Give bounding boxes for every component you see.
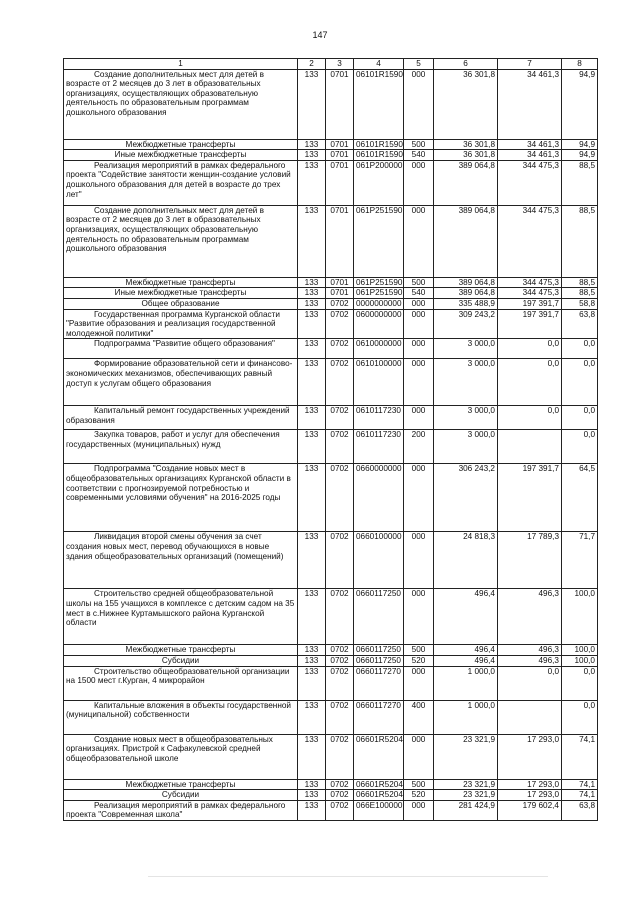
ministry-code-cell: 133	[298, 430, 326, 464]
table-row	[64, 150, 598, 161]
table-row	[64, 655, 598, 666]
actual-amount-cell	[498, 700, 562, 734]
actual-amount-cell: 34 461,3	[498, 139, 562, 150]
expense-type-cell: 000	[404, 205, 434, 277]
ministry-code-cell: 133	[298, 339, 326, 359]
actual-amount-cell: 344 475,3	[498, 205, 562, 277]
table-row	[64, 205, 598, 277]
row-name-cell: Создание дополнительных мест для детей в возрасте от 2 месяцев до 3 лет в образовательных организациях, осуществляющих образовательную деятельность по образовательным программам дошкольного образования	[64, 69, 298, 139]
plan-amount-cell: 3 000,0	[434, 430, 498, 464]
ministry-code-cell: 133	[298, 734, 326, 779]
percent-cell: 58,8	[562, 298, 598, 309]
header-cell: 1	[64, 59, 298, 70]
row-name-cell: Межбюджетные трансферты	[64, 645, 298, 656]
header-cell: 6	[434, 59, 498, 70]
section-code-cell: 0702	[326, 430, 354, 464]
plan-amount-cell: 36 301,8	[434, 150, 498, 161]
actual-amount-cell: 17 293,0	[498, 779, 562, 790]
percent-cell: 63,8	[562, 800, 598, 820]
header-cell: 5	[404, 59, 434, 70]
plan-amount-cell: 496,4	[434, 655, 498, 666]
expense-type-cell: 540	[404, 288, 434, 299]
table-row	[64, 589, 598, 645]
ministry-code-cell: 133	[298, 309, 326, 339]
header-cell: 7	[498, 59, 562, 70]
percent-cell: 88,5	[562, 160, 598, 205]
expense-type-cell: 500	[404, 645, 434, 656]
target-article-cell: 0610117230	[354, 430, 404, 464]
expense-type-cell: 200	[404, 430, 434, 464]
plan-amount-cell: 3 000,0	[434, 339, 498, 359]
table-row	[64, 779, 598, 790]
section-code-cell: 0702	[326, 655, 354, 666]
percent-cell: 94,9	[562, 150, 598, 161]
table-row	[64, 359, 598, 406]
row-name-cell: Иные межбюджетные трансферты	[64, 288, 298, 299]
section-code-cell: 0701	[326, 160, 354, 205]
target-article-cell: 0660117250	[354, 645, 404, 656]
actual-amount-cell: 17 293,0	[498, 734, 562, 779]
expense-type-cell: 520	[404, 790, 434, 801]
actual-amount-cell: 344 475,3	[498, 277, 562, 288]
table-row	[64, 430, 598, 464]
ministry-code-cell: 133	[298, 205, 326, 277]
row-name-cell: Государственная программа Курганской области "Развитие образования и реализация государственной молодежной политики"	[64, 309, 298, 339]
percent-cell: 63,8	[562, 309, 598, 339]
target-article-cell: 0610000000	[354, 339, 404, 359]
actual-amount-cell: 197 391,7	[498, 309, 562, 339]
row-name-cell: Капитальные вложения в объекты государственной (муниципальной) собственности	[64, 700, 298, 734]
plan-amount-cell: 389 064,8	[434, 160, 498, 205]
percent-cell: 74,1	[562, 790, 598, 801]
expense-type-cell: 000	[404, 69, 434, 139]
percent-cell: 0,0	[562, 430, 598, 464]
plan-amount-cell: 23 321,9	[434, 734, 498, 779]
actual-amount-cell: 0,0	[498, 359, 562, 406]
target-article-cell: 06101R1590	[354, 139, 404, 150]
table-row	[64, 790, 598, 801]
ministry-code-cell: 133	[298, 277, 326, 288]
percent-cell: 0,0	[562, 666, 598, 700]
table-row	[64, 288, 598, 299]
percent-cell: 0,0	[562, 700, 598, 734]
expense-type-cell: 000	[404, 589, 434, 645]
plan-amount-cell: 36 301,8	[434, 69, 498, 139]
table-row	[64, 532, 598, 589]
actual-amount-cell: 0,0	[498, 406, 562, 430]
expense-type-cell: 000	[404, 309, 434, 339]
ministry-code-cell: 133	[298, 298, 326, 309]
actual-amount-cell	[498, 430, 562, 464]
section-code-cell: 0702	[326, 359, 354, 406]
expense-type-cell: 000	[404, 666, 434, 700]
plan-amount-cell: 309 243,2	[434, 309, 498, 339]
row-name-cell: Капитальный ремонт государственных учреждений образования	[64, 406, 298, 430]
table-row	[64, 734, 598, 779]
row-name-cell: Ликвидация второй смены обучения за счет создания новых мест, перевод обучающихся в новые здания общеобразовательных организаций (помещений)	[64, 532, 298, 589]
row-name-cell: Строительство общеобразовательной организации на 1500 мест г.Курган, 4 микрорайон	[64, 666, 298, 700]
target-article-cell: 0600000000	[354, 309, 404, 339]
percent-cell: 100,0	[562, 645, 598, 656]
table-row	[64, 139, 598, 150]
expense-type-cell: 000	[404, 464, 434, 532]
header-cell: 8	[562, 59, 598, 70]
expense-type-cell: 000	[404, 800, 434, 820]
table-row	[64, 339, 598, 359]
row-name-cell: Иные межбюджетные трансферты	[64, 150, 298, 161]
plan-amount-cell: 389 064,8	[434, 277, 498, 288]
ministry-code-cell: 133	[298, 160, 326, 205]
row-name-cell: Подпрограмма "Развитие общего образования"	[64, 339, 298, 359]
section-code-cell: 0701	[326, 69, 354, 139]
table-row	[64, 277, 598, 288]
table-header-row	[64, 59, 598, 70]
expense-type-cell: 000	[404, 160, 434, 205]
actual-amount-cell: 34 461,3	[498, 150, 562, 161]
target-article-cell: 061P251590	[354, 277, 404, 288]
ministry-code-cell: 133	[298, 700, 326, 734]
page-number: 147	[312, 30, 328, 40]
target-article-cell: 0610100000	[354, 359, 404, 406]
target-article-cell: 06601R5204	[354, 779, 404, 790]
percent-cell: 94,9	[562, 139, 598, 150]
actual-amount-cell: 496,3	[498, 589, 562, 645]
section-code-cell: 0702	[326, 532, 354, 589]
percent-cell: 88,5	[562, 205, 598, 277]
percent-cell: 74,1	[562, 779, 598, 790]
section-code-cell: 0702	[326, 645, 354, 656]
percent-cell: 100,0	[562, 655, 598, 666]
row-name-cell: Строительство средней общеобразовательной школы на 155 учащихся в комплексе с детским садом на 35 мест в с.Нижнее Куртамышского района Курганской области	[64, 589, 298, 645]
expense-type-cell: 000	[404, 532, 434, 589]
plan-amount-cell: 496,4	[434, 589, 498, 645]
expense-type-cell: 500	[404, 277, 434, 288]
table-row	[64, 800, 598, 820]
expense-type-cell: 000	[404, 359, 434, 406]
ministry-code-cell: 133	[298, 406, 326, 430]
actual-amount-cell: 179 602,4	[498, 800, 562, 820]
row-name-cell: Закупка товаров, работ и услуг для обеспечения государственных (муниципальных) нужд	[64, 430, 298, 464]
target-article-cell: 0660117250	[354, 589, 404, 645]
row-name-cell: Создание дополнительных мест для детей в возрасте от 2 месяцев до 3 лет в образовательных организациях, осуществляющих образовательную деятельность по образовательным программам дошкольного образования	[64, 205, 298, 277]
target-article-cell: 0660000000	[354, 464, 404, 532]
ministry-code-cell: 133	[298, 69, 326, 139]
actual-amount-cell: 344 475,3	[498, 288, 562, 299]
section-code-cell: 0702	[326, 589, 354, 645]
section-code-cell: 0702	[326, 734, 354, 779]
table-row	[64, 666, 598, 700]
table-row	[64, 464, 598, 532]
plan-amount-cell: 23 321,9	[434, 779, 498, 790]
expense-type-cell: 400	[404, 700, 434, 734]
expense-type-cell: 520	[404, 655, 434, 666]
actual-amount-cell: 34 461,3	[498, 69, 562, 139]
header-cell: 3	[326, 59, 354, 70]
actual-amount-cell: 17 789,3	[498, 532, 562, 589]
section-code-cell: 0702	[326, 464, 354, 532]
table-row	[64, 160, 598, 205]
section-code-cell: 0701	[326, 277, 354, 288]
section-code-cell: 0702	[326, 298, 354, 309]
percent-cell: 94,9	[562, 69, 598, 139]
plan-amount-cell: 1 000,0	[434, 666, 498, 700]
row-name-cell: Подпрограмма "Создание новых мест в общеобразовательных организациях Курганской области в соответствии с прогнозируемой потребностью и современными условиями обучения" на 2016-2025 годы	[64, 464, 298, 532]
target-article-cell: 0660117250	[354, 655, 404, 666]
target-article-cell: 0660117270	[354, 700, 404, 734]
ministry-code-cell: 133	[298, 589, 326, 645]
table-row	[64, 298, 598, 309]
target-article-cell: 0610117230	[354, 406, 404, 430]
expense-type-cell: 500	[404, 139, 434, 150]
percent-cell: 0,0	[562, 406, 598, 430]
section-code-cell: 0702	[326, 666, 354, 700]
section-code-cell: 0702	[326, 790, 354, 801]
section-code-cell: 0702	[326, 406, 354, 430]
percent-cell: 74,1	[562, 734, 598, 779]
actual-amount-cell: 496,3	[498, 655, 562, 666]
row-name-cell: Субсидии	[64, 655, 298, 666]
target-article-cell: 0000000000	[354, 298, 404, 309]
ministry-code-cell: 133	[298, 139, 326, 150]
ministry-code-cell: 133	[298, 790, 326, 801]
ministry-code-cell: 133	[298, 464, 326, 532]
plan-amount-cell: 23 321,9	[434, 790, 498, 801]
target-article-cell: 06601R5204	[354, 734, 404, 779]
actual-amount-cell: 0,0	[498, 666, 562, 700]
budget-table	[63, 58, 598, 821]
section-code-cell: 0702	[326, 700, 354, 734]
target-article-cell: 061P251590	[354, 205, 404, 277]
header-cell: 2	[298, 59, 326, 70]
percent-cell: 100,0	[562, 589, 598, 645]
section-code-cell: 0701	[326, 150, 354, 161]
actual-amount-cell: 496,3	[498, 645, 562, 656]
section-code-cell: 0702	[326, 339, 354, 359]
expense-type-cell: 000	[404, 298, 434, 309]
percent-cell: 88,5	[562, 277, 598, 288]
table-row	[64, 700, 598, 734]
ministry-code-cell: 133	[298, 666, 326, 700]
row-name-cell: Реализация мероприятий в рамках федерального проекта "Современная школа"	[64, 800, 298, 820]
ministry-code-cell: 133	[298, 800, 326, 820]
plan-amount-cell: 306 243,2	[434, 464, 498, 532]
actual-amount-cell: 17 293,0	[498, 790, 562, 801]
section-code-cell: 0701	[326, 205, 354, 277]
row-name-cell: Межбюджетные трансферты	[64, 139, 298, 150]
target-article-cell: 061P251590	[354, 288, 404, 299]
actual-amount-cell: 344 475,3	[498, 160, 562, 205]
plan-amount-cell: 389 064,8	[434, 205, 498, 277]
expense-type-cell: 500	[404, 779, 434, 790]
percent-cell: 0,0	[562, 359, 598, 406]
target-article-cell: 06101R1590	[354, 150, 404, 161]
row-name-cell: Субсидии	[64, 790, 298, 801]
expense-type-cell: 540	[404, 150, 434, 161]
expense-type-cell: 000	[404, 406, 434, 430]
section-code-cell: 0702	[326, 779, 354, 790]
ministry-code-cell: 133	[298, 779, 326, 790]
expense-type-cell: 000	[404, 734, 434, 779]
row-name-cell: Реализация мероприятий в рамках федерального проекта "Содействие занятости женщин-создание условий дошкольного образования для детей в возрасте до трех лет"	[64, 160, 298, 205]
table-row	[64, 69, 598, 139]
row-name-cell: Межбюджетные трансферты	[64, 779, 298, 790]
target-article-cell: 0660117270	[354, 666, 404, 700]
plan-amount-cell: 496,4	[434, 645, 498, 656]
percent-cell: 71,7	[562, 532, 598, 589]
plan-amount-cell: 24 818,3	[434, 532, 498, 589]
plan-amount-cell: 36 301,8	[434, 139, 498, 150]
plan-amount-cell: 389 064,8	[434, 288, 498, 299]
header-cell: 4	[354, 59, 404, 70]
target-article-cell: 0660100000	[354, 532, 404, 589]
section-code-cell: 0702	[326, 309, 354, 339]
table-row	[64, 645, 598, 656]
ministry-code-cell: 133	[298, 655, 326, 666]
ministry-code-cell: 133	[298, 150, 326, 161]
plan-amount-cell: 335 488,9	[434, 298, 498, 309]
percent-cell: 64,5	[562, 464, 598, 532]
table-row	[64, 406, 598, 430]
section-code-cell: 0701	[326, 288, 354, 299]
scan-artifact	[148, 876, 548, 877]
percent-cell: 88,5	[562, 288, 598, 299]
row-name-cell: Создание новых мест в общеобразовательных организациях. Пристрой к Сафакулевской средней общеобразовательной школе	[64, 734, 298, 779]
ministry-code-cell: 133	[298, 645, 326, 656]
target-article-cell: 06601R5204	[354, 790, 404, 801]
ministry-code-cell: 133	[298, 359, 326, 406]
table-row	[64, 309, 598, 339]
percent-cell: 0,0	[562, 339, 598, 359]
row-name-cell: Общее образование	[64, 298, 298, 309]
plan-amount-cell: 3 000,0	[434, 406, 498, 430]
section-code-cell: 0702	[326, 800, 354, 820]
actual-amount-cell: 197 391,7	[498, 464, 562, 532]
plan-amount-cell: 3 000,0	[434, 359, 498, 406]
target-article-cell: 066E100000	[354, 800, 404, 820]
ministry-code-cell: 133	[298, 532, 326, 589]
plan-amount-cell: 281 424,9	[434, 800, 498, 820]
target-article-cell: 06101R1590	[354, 69, 404, 139]
target-article-cell: 061P200000	[354, 160, 404, 205]
plan-amount-cell: 1 000,0	[434, 700, 498, 734]
actual-amount-cell: 0,0	[498, 339, 562, 359]
row-name-cell: Формирование образовательной сети и финансово-экономических механизмов, обеспечивающих равный доступ к услугам общего образования	[64, 359, 298, 406]
ministry-code-cell: 133	[298, 288, 326, 299]
row-name-cell: Межбюджетные трансферты	[64, 277, 298, 288]
actual-amount-cell: 197 391,7	[498, 298, 562, 309]
expense-type-cell: 000	[404, 339, 434, 359]
section-code-cell: 0701	[326, 139, 354, 150]
